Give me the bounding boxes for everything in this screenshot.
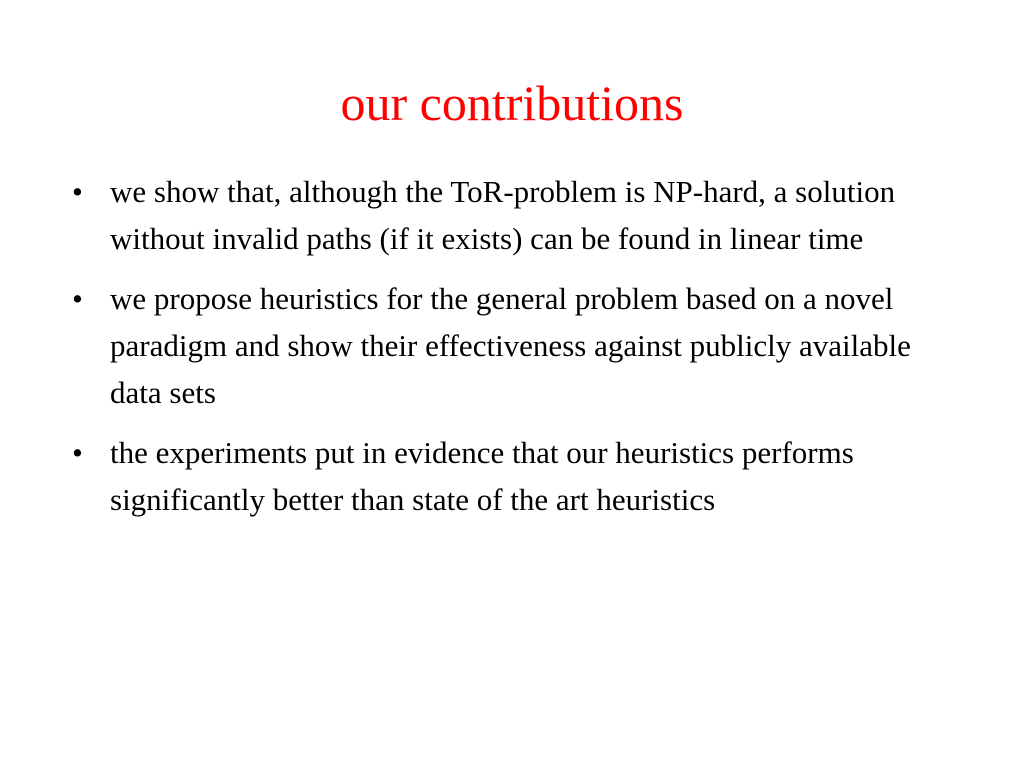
bullet-text-3: the experiments put in evidence that our heuristics performs significantly better than state of the art heuristics [110,435,854,517]
bullet-list [72,168,952,536]
bullet-text-1: we show that, although the ToR-problem is NP-hard, a solution without invalid paths (if it exists) can be found in linear time [110,174,896,256]
bullet-icon: • [72,174,83,209]
slide-title: our contributions [340,75,684,131]
bullet-item-2 [72,275,952,416]
bullet-icon: • [72,435,83,470]
bullet-item-1 [72,168,952,262]
bullet-text-2: we propose heuristics for the general problem based on a novel paradigm and show their effectiveness against publicly available data sets [110,281,911,410]
bullet-item-3 [72,429,952,523]
bullet-icon: • [72,281,83,316]
